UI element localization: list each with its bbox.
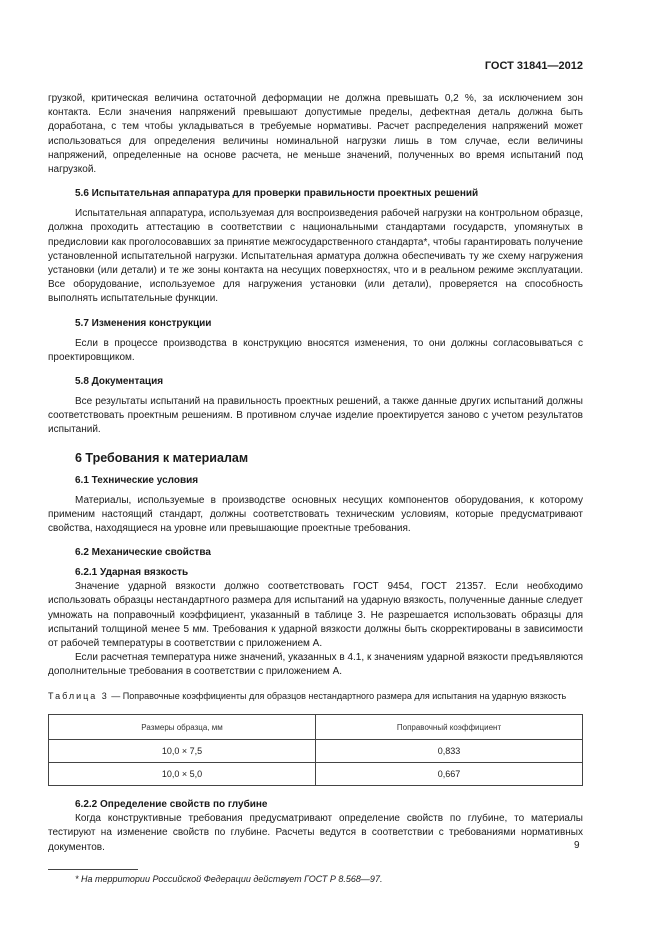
section-6-2-1-title: 6.2.1 Ударная вязкость xyxy=(75,567,189,579)
table-caption-label: Таблица 3 xyxy=(48,690,109,701)
section-6-2-title: 6.2 Механические свойства xyxy=(75,547,211,559)
table-row xyxy=(49,740,583,763)
section-5-6-title: 5.6 Испытательная аппаратура для проверки правильности проектных решений xyxy=(75,188,479,200)
section-5-7-title: 5.7 Изменения конструкции xyxy=(75,317,212,329)
section-5-6-text: Испытательная аппаратура, используемая для воспроизведения рабочей нагрузки на контрольном образце, должна проходить аттестацию в соответствии с национальными стандартами государств, упомянутых в предисловии как проголосовавших за принятие межгосударственного стандарта*, чтобы гарантировать получение установленной испытательной нагрузки. Испытательная арматура должна обеспечивать ту же схему нагружения установки (или детали) и те же зоны контакта на несущих поверхностях, что и в реальном режиме эксплуатации. Все оборудование, используемое для нагружения установки (или детали), проверяется на способность выполнять испытательные функции. xyxy=(48,208,583,305)
section-6-2-2-title: 6.2.2 Определение свойств по глубине xyxy=(75,799,268,811)
section-6-title: 6 Требования к материалам xyxy=(75,450,249,465)
section-6-1-text: Материалы, используемые в производстве основных несущих компонентов оборудования, к которому применим настоящий стандарт, должны соответствовать техническим условиям, которые предусматривают свойства, находящиеся на уровне или превышающие проектные требования. xyxy=(48,494,583,535)
intro-paragraph: грузкой, критическая величина остаточной деформации не должна превышать 0,2 %, за исключением зон контакта. Если значения напряжений превышают допустимые пределы, дефектная деталь должна быть доработана, с тем чтобы укладываться в требуемые нормативы. Расчет распределения напряжений может использоваться для определения величины номинальной нагрузки лишь в том случае, если величины напряжений, определенные на основе расчета, не меньше значений, полученных во время испытаний под нагрузкой. xyxy=(48,93,583,176)
table-row xyxy=(49,763,583,786)
section-6-2-1-paragraph-1: Значение ударной вязкости должно соответствовать ГОСТ 9454, ГОСТ 21357. Если необходимо использовать образцы нестандартного размера для испытаний на ударную вязкость, полученные данные следует умножать на поправочный коэффициент, указанный в таблице 3. Не разрешается использовать образцы для испытаний толщиной менее 5 мм. Требования к ударной вязкости должны быть скорректированы в зависимости от рабочей температуры в соответствии с приложением А. xyxy=(48,581,583,650)
section-6-2-2-text: Когда конструктивные требования предусматривают определение свойств по глубине, то материалы тестируют на изменение свойств по глубине. Расчеты ведутся в соответствии с требованиями нормативных документов. xyxy=(48,813,583,853)
table-header-row xyxy=(49,715,583,740)
table-caption xyxy=(48,690,583,703)
table-cell: 10,0 × 7,5 xyxy=(49,740,316,763)
table-header-cell: Поправочный коэффициент xyxy=(316,715,583,740)
page-number: 9 xyxy=(574,840,580,851)
correction-factor-table xyxy=(48,714,583,786)
table-cell: 0,833 xyxy=(316,740,583,763)
table-header-cell: Размеры образца, мм xyxy=(49,715,316,740)
table-cell: 0,667 xyxy=(316,763,583,786)
section-6-2-1-paragraph-2: Если расчетная температура ниже значений, указанных в 4.1, к значениям ударной вязкости предъявляются дополнительные требования в соответствии с приложением А. xyxy=(48,652,583,678)
section-5-8-text: Все результаты испытаний на правильность проектных решений, а также данные других испытаний должны соответствовать проектным решениям. В противном случае изделие проектируется заново с учетом результатов испытаний. xyxy=(48,396,583,436)
table-caption-text: — Поправочные коэффициенты для образцов нестандартного размера для испытания на ударную вязкость xyxy=(108,690,567,701)
table-cell: 10,0 × 5,0 xyxy=(49,763,316,786)
document-header: ГОСТ 31841—2012 xyxy=(484,60,583,72)
section-5-7-text: Если в процессе производства в конструкцию вносятся изменения, то они должны согласовываться с проектировщиком. xyxy=(48,337,583,363)
footnote-divider xyxy=(48,869,138,870)
text-column xyxy=(48,92,583,885)
footnote: * На территории Российской Федерации действует ГОСТ Р 8.568—97. xyxy=(75,873,383,884)
section-6-1-title: 6.1 Технические условия xyxy=(75,474,199,486)
section-5-8-title: 5.8 Документация xyxy=(75,376,164,388)
